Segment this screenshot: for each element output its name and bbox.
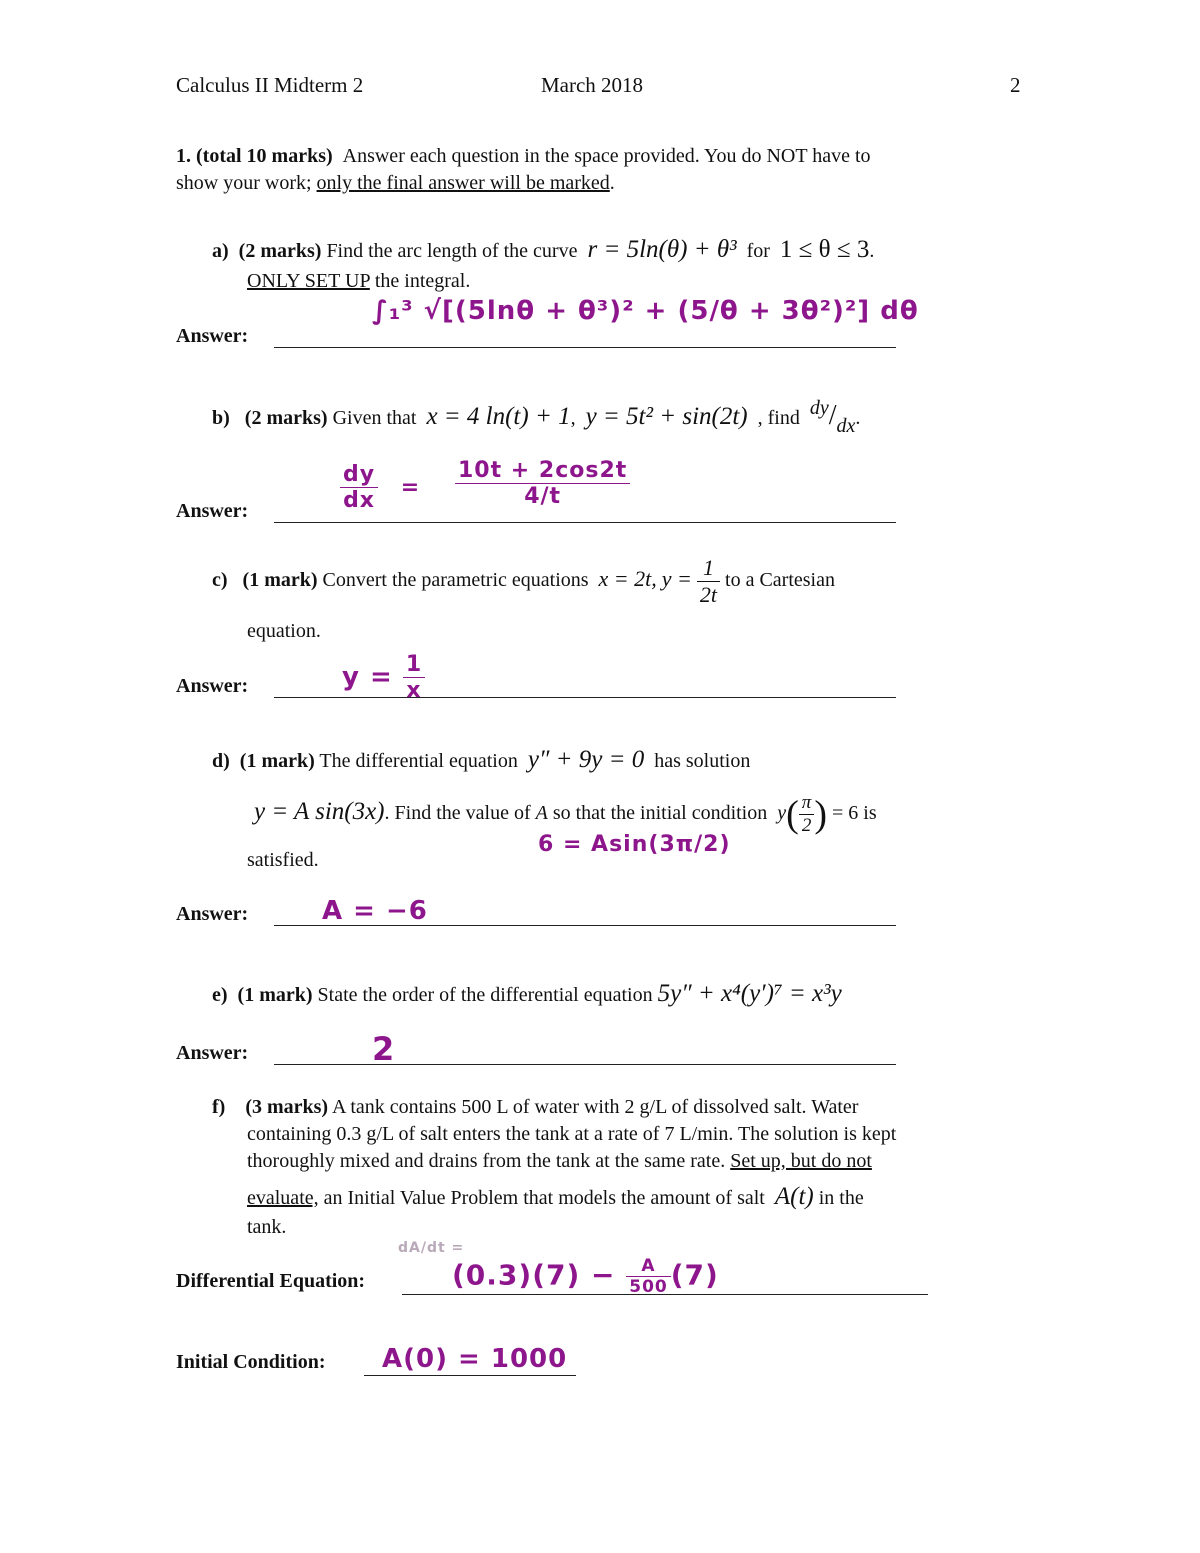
part-c-answer-label: Answer: — [176, 675, 249, 697]
part-f-marks: (3 marks) — [245, 1096, 329, 1118]
part-d-letter: d) — [212, 750, 230, 772]
part-d-paren-close: ) — [814, 793, 827, 836]
part-a-line-2-post: the integral. — [369, 270, 471, 292]
part-f-handwritten-de-lhs: dA/dt = — [398, 1240, 465, 1256]
part-f-ic-label: Initial Condition: — [176, 1351, 326, 1373]
part-d-line-2b: so that the initial condition — [547, 802, 768, 825]
part-a-handwritten-answer: ∫₁³ √[(5lnθ + θ³)² + (5/θ + 3θ²)²] dθ — [372, 296, 919, 326]
header-date: March 2018 — [541, 73, 644, 97]
part-a-marks: (2 marks) — [238, 240, 322, 262]
part-e-equation: 5y″ + x⁴(y′)⁷ = x³y — [657, 980, 842, 1007]
part-b-handwritten-lhs — [340, 462, 420, 513]
part-f-At: A(t) — [774, 1183, 814, 1210]
part-e-answer-label: Answer: — [176, 1042, 249, 1064]
header-course: Calculus II Midterm 2 — [176, 73, 364, 97]
part-d-ic-y: y — [777, 802, 787, 825]
part-f-prompt — [212, 1096, 858, 1119]
part-b-handwritten-answer — [455, 458, 630, 509]
part-a-for: for — [746, 240, 770, 262]
part-c-text: Convert the parametric equations — [322, 569, 589, 592]
part-f-line-5: tank. — [247, 1216, 287, 1238]
part-b-comma: , — [570, 407, 576, 429]
part-a-letter: a) — [212, 240, 229, 262]
hw-y-equals: y = — [342, 662, 393, 692]
part-f-ic-line — [364, 1375, 576, 1376]
part-e-answer-line — [274, 1064, 896, 1065]
part-a-text: Find the arc length of the curve — [326, 240, 578, 262]
part-c-prompt — [212, 555, 835, 608]
part-d-two: 2 — [801, 815, 812, 836]
part-c-numerator: 1 — [697, 555, 720, 582]
question-number: 1. — [176, 145, 191, 167]
part-c-line-2: equation. — [247, 620, 321, 642]
part-c-denominator: 2t — [699, 582, 718, 607]
part-a-equation: r = 5ln(θ) + θ³ — [587, 236, 737, 263]
part-a-line-2 — [247, 270, 470, 293]
part-d-answer-label: Answer: — [176, 903, 249, 925]
instruction-2-pre: show your work; — [176, 172, 317, 194]
part-d-line-2-text: . Find the value of — [384, 802, 536, 825]
part-e-marks: (1 mark) — [237, 984, 313, 1006]
hw-numerator: 10t + 2cos2t — [455, 458, 630, 484]
question-marks: (total 10 marks) — [196, 145, 333, 167]
part-b-marks: (2 marks) — [244, 407, 328, 429]
question-intro — [176, 145, 871, 168]
part-f-handwritten-ic: A(0) = 1000 — [382, 1344, 568, 1374]
part-c-equation-x: x = 2t, — [598, 566, 657, 592]
part-b-find: , find — [757, 407, 800, 429]
hw-dx: dx — [343, 488, 376, 513]
part-d-ic-value: = 6 is — [831, 802, 877, 825]
part-b-equation-y: y = 5t² + sin(2t) — [585, 403, 748, 430]
part-f-line-4-post: an Initial Value Problem that models the amount of salt — [318, 1187, 765, 1209]
part-d-prompt — [212, 746, 750, 774]
part-f-line-3 — [247, 1150, 872, 1173]
part-b-dx: dx — [836, 415, 856, 437]
part-b-slash: / — [828, 400, 837, 431]
part-f-line-4 — [247, 1183, 864, 1211]
part-b-answer-line — [274, 522, 896, 523]
part-f-line-3-pre: thoroughly mixed and drains from the tank at the same rate. — [247, 1150, 731, 1172]
part-b-end: . — [855, 407, 861, 429]
part-d-equation: y″ + 9y = 0 — [527, 746, 645, 773]
part-f-handwritten-de — [452, 1256, 719, 1297]
hw-equals: = — [400, 474, 421, 500]
part-f-evaluate: evaluate, — [247, 1187, 319, 1209]
part-d-handwritten-work: 6 = Asin(3π/2) — [538, 832, 731, 857]
instruction-2-post: . — [609, 172, 615, 194]
part-d-post: has solution — [654, 750, 751, 772]
hw-de-inflow: (0.3)(7) − — [452, 1258, 627, 1292]
part-c-marks: (1 mark) — [242, 569, 318, 592]
hw-de-500: 500 — [629, 1277, 668, 1297]
hw-dy: dy — [340, 462, 378, 488]
part-b-answer-label: Answer: — [176, 500, 249, 522]
part-e-prompt — [212, 980, 842, 1008]
part-e-handwritten-answer: 2 — [372, 1030, 396, 1068]
part-d-line-3: satisfied. — [247, 849, 319, 871]
part-f-line-3-underlined: Set up, but do not — [730, 1150, 872, 1172]
part-c-handwritten-answer — [342, 652, 425, 703]
part-b-dy: dy — [809, 397, 829, 419]
part-d-solution: y = A sin(3x) — [254, 798, 385, 826]
part-d-text: The differential equation — [319, 750, 518, 772]
part-b-prompt — [212, 397, 861, 437]
question-instruction-1: Answer each question in the space provided. You do NOT have to — [342, 145, 871, 167]
part-f-line-2: containing 0.3 g/L of salt enters the tank at a rate of 7 L/min. The solution is kept — [247, 1123, 897, 1145]
part-b-text: Given that — [332, 407, 417, 429]
hw-de-rate: (7) — [670, 1258, 719, 1292]
part-a-answer-label: Answer: — [176, 325, 249, 347]
part-f-line-4-end: in the — [813, 1187, 864, 1209]
part-c-post: to a Cartesian — [725, 569, 835, 592]
part-e-text: State the order of the differential equation — [317, 984, 653, 1006]
hw-de-A: A — [626, 1256, 671, 1277]
part-a-end: . — [869, 240, 875, 262]
part-d-handwritten-answer: A = −6 — [322, 896, 428, 926]
part-f-de-label: Differential Equation: — [176, 1270, 366, 1292]
part-c-equation-y: y = — [661, 566, 692, 592]
part-c-letter: c) — [212, 569, 228, 592]
part-d-marks: (1 mark) — [239, 750, 315, 772]
instruction-2-underlined: only the final answer will be marked — [316, 172, 610, 194]
part-e-letter: e) — [212, 984, 228, 1006]
part-a-set-up: ONLY SET UP — [247, 270, 370, 292]
part-a-range: 1 ≤ θ ≤ 3 — [779, 236, 870, 263]
part-b-letter: b) — [212, 407, 230, 429]
part-a-answer-line — [274, 347, 896, 348]
hw-x: x — [406, 678, 422, 703]
part-d-variable-A: A — [535, 802, 548, 825]
part-f-line-1: A tank contains 500 L of water with 2 g/L of dissolved salt. Water — [332, 1096, 859, 1118]
part-d-line-2 — [254, 792, 877, 837]
part-f-letter: f) — [212, 1096, 226, 1118]
part-a-prompt — [212, 236, 874, 264]
part-d-paren-open: ( — [786, 793, 799, 836]
page-number: 2 — [1010, 73, 1021, 97]
hw-denominator: 4/t — [524, 484, 562, 509]
part-b-equation-x: x = 4 ln(t) + 1 — [426, 403, 571, 430]
question-instruction-line-2 — [176, 172, 615, 195]
hw-one: 1 — [403, 652, 425, 678]
part-d-pi: π — [799, 792, 815, 815]
